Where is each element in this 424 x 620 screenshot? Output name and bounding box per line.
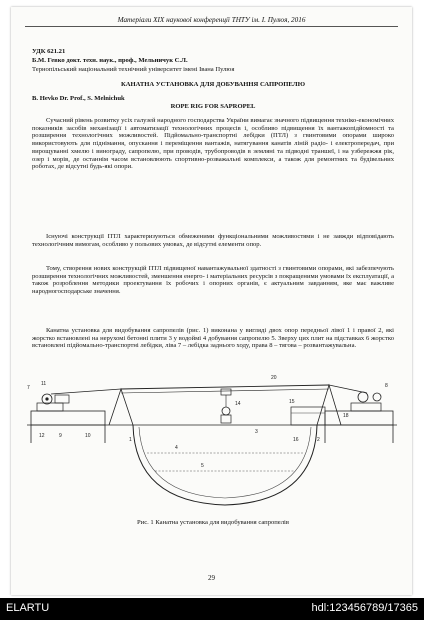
fig-label-8: 8 [385, 383, 388, 389]
paragraph-1: Сучасний рівень розвитку усіх галузей народного господарства України вимагає значного підвищення техніко-економічних показників засобів механізації і автоматизації технологічних процесів і, особливо підвищення їх вантажопідйомності та розширення технологічних можливостей. Підйомально-транспортні лебідки (ПТЛ) з гвинтовими опорами широко використовують для піднімання, опускання і переміщення вантажів, натягування канатів ліній радіо- і електропередач, при вирощуванні хмелю і винограду, сапропелю, при проводів, трубопроводів в земляні та підводні траншеї, і на узбережжя рік, озер і морів, де останнім часом встановлюють спортивно-розважальні комплекси, а також для ремонтних та будівельних роботах, де відсутні будь-які опори. [32, 117, 394, 171]
fig-label-10: 10 [85, 433, 91, 439]
fig-label-15: 15 [289, 399, 295, 405]
title-ua: КАНАТНА УСТАНОВКА ДЛЯ ДОБУВАННЯ САПРОПЕЛЮ [120, 81, 306, 88]
paragraph-4: Канатна установка для видобування сапропелів (рис. 1) виконана у вигляді двох опор передньої лівої 1 і правої 2, які жорстко встановлені на нерухомі бетонні плити 3 у водоймі 4 добування сапропелю 5. Зверху цих плит на підставках 6 жорстко встановлені підйомально-транспортні лебідки, ліва 7 – лебідка заднього ходу, права 8 – тягова – розвантажувальна. [32, 327, 394, 350]
figure-caption: Рис. 1 Канатна установка для видобування сапропелів [137, 519, 289, 526]
fig-label-7: 7 [27, 385, 30, 391]
udc-code: УДК 621.21 [32, 48, 66, 55]
footer-left-label: ELARTU [6, 602, 50, 614]
paragraph-3: Тому, створення нових конструкцій ПТЛ підвищеної навантажувальної здатності з гвинтовими опорами, які забезпечують розширення технологічних можливостей, зменшення енерго- і матеріальних ресурсів з покращеними умовами їх експлуатації, а також розроблення методики проектування їх робочих і опорних органів, є актуальним завданням, яке має важливе народногосподарське значення. [32, 265, 394, 296]
fig-label-11: 11 [41, 381, 47, 387]
fig-label-18: 18 [343, 413, 349, 419]
document-page [11, 7, 412, 595]
fig-label-16: 16 [293, 437, 299, 443]
affiliation: Тернопільський національний технічний університет імені Івана Пулюя [32, 66, 235, 73]
title-en: ROPE RIG FOR SAPROPEL [170, 103, 256, 110]
fig-label-2: 2 [317, 437, 320, 443]
footer-handle[interactable]: hdl:123456789/17365 [311, 602, 418, 614]
repository-footer-bar [0, 598, 424, 620]
paragraph-2: Існуючі конструкції ПТЛ характеризуються обмеженими функціональними можливостями і не завжди відповідають технологічним вимогам, особливо у польових умовах, де відсутні елементи опор. [32, 233, 394, 248]
fig-label-5: 5 [201, 463, 204, 469]
running-header: Матеріали XIX наукової конференції ТНТУ ім. І. Пулюя, 2016 [25, 16, 398, 27]
fig-label-20: 20 [271, 375, 277, 381]
fig-label-4: 4 [175, 445, 178, 451]
authors-ua: Б.М. Гевко докт. техн. наук., проф., Мельничук С.Л. [32, 57, 188, 64]
page-number: 29 [208, 574, 215, 582]
fig-label-9: 9 [59, 433, 62, 439]
fig-label-1: 1 [129, 437, 132, 443]
figure-rope-rig [25, 367, 399, 515]
authors-en: B. Hevko Dr. Prof., S. Melnichuk [32, 95, 125, 102]
fig-label-3: 3 [255, 429, 258, 435]
fig-label-14: 14 [235, 401, 241, 407]
fig-label-12: 12 [39, 433, 45, 439]
